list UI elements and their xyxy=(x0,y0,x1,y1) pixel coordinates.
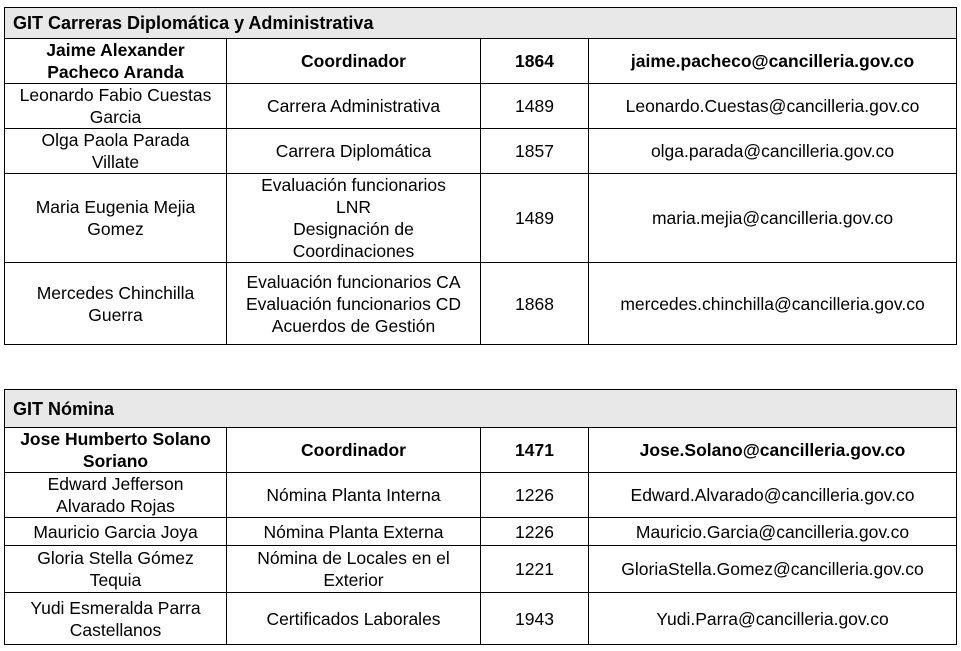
email-cell: jaime.pacheco@cancilleria.gov.co xyxy=(589,39,957,84)
table-title: GIT Nómina xyxy=(5,390,957,428)
extension-cell: 1943 xyxy=(481,593,589,645)
role-cell: Certificados Laborales xyxy=(227,593,481,645)
role-cell: Carrera Diplomática xyxy=(227,129,481,174)
table-title: GIT Carreras Diplomática y Administrativa xyxy=(5,8,957,39)
name-cell: Edward Jefferson Alvarado Rojas xyxy=(5,473,227,518)
table-row xyxy=(5,546,957,593)
table-row xyxy=(5,428,957,473)
carreras-table xyxy=(4,7,957,345)
extension-cell: 1864 xyxy=(481,39,589,84)
extension-cell: 1489 xyxy=(481,174,589,263)
role-cell: Nómina Planta Externa xyxy=(227,518,481,546)
table-row xyxy=(5,473,957,518)
table-row xyxy=(5,39,957,84)
table-row xyxy=(5,129,957,174)
email-cell: Jose.Solano@cancilleria.gov.co xyxy=(589,428,957,473)
name-cell: Mercedes Chinchilla Guerra xyxy=(5,263,227,345)
extension-cell: 1226 xyxy=(481,473,589,518)
nomina-table xyxy=(4,389,957,645)
extension-cell: 1868 xyxy=(481,263,589,345)
extension-cell: 1471 xyxy=(481,428,589,473)
extension-cell: 1489 xyxy=(481,84,589,129)
extension-cell: 1226 xyxy=(481,518,589,546)
table-row xyxy=(5,518,957,546)
email-cell: Yudi.Parra@cancilleria.gov.co xyxy=(589,593,957,645)
table-row xyxy=(5,593,957,645)
name-cell: Olga Paola Parada Villate xyxy=(5,129,227,174)
email-cell: olga.parada@cancilleria.gov.co xyxy=(589,129,957,174)
email-cell: Edward.Alvarado@cancilleria.gov.co xyxy=(589,473,957,518)
name-cell: Jose Humberto Solano Soriano xyxy=(5,428,227,473)
extension-cell: 1221 xyxy=(481,546,589,593)
name-cell: Jaime Alexander Pacheco Aranda xyxy=(5,39,227,84)
name-cell: Gloria Stella Gómez Tequia xyxy=(5,546,227,593)
name-cell: Yudi Esmeralda Parra Castellanos xyxy=(5,593,227,645)
role-cell: Evaluación funcionarios LNR Designación de Coordinaciones xyxy=(227,174,481,263)
role-cell: Coordinador xyxy=(227,39,481,84)
name-cell: Mauricio Garcia Joya xyxy=(5,518,227,546)
email-cell: GloriaStella.Gomez@cancilleria.gov.co xyxy=(589,546,957,593)
role-cell: Nómina Planta Interna xyxy=(227,473,481,518)
table-row xyxy=(5,263,957,345)
name-cell: Maria Eugenia Mejia Gomez xyxy=(5,174,227,263)
role-cell: Carrera Administrativa xyxy=(227,84,481,129)
table-row xyxy=(5,84,957,129)
email-cell: Mauricio.Garcia@cancilleria.gov.co xyxy=(589,518,957,546)
name-cell: Leonardo Fabio Cuestas Garcia xyxy=(5,84,227,129)
email-cell: mercedes.chinchilla@cancilleria.gov.co xyxy=(589,263,957,345)
table-row xyxy=(5,174,957,263)
role-cell: Nómina de Locales en el Exterior xyxy=(227,546,481,593)
role-cell: Coordinador xyxy=(227,428,481,473)
email-cell: Leonardo.Cuestas@cancilleria.gov.co xyxy=(589,84,957,129)
role-cell: Evaluación funcionarios CA Evaluación funcionarios CD Acuerdos de Gestión xyxy=(227,263,481,345)
extension-cell: 1857 xyxy=(481,129,589,174)
email-cell: maria.mejia@cancilleria.gov.co xyxy=(589,174,957,263)
